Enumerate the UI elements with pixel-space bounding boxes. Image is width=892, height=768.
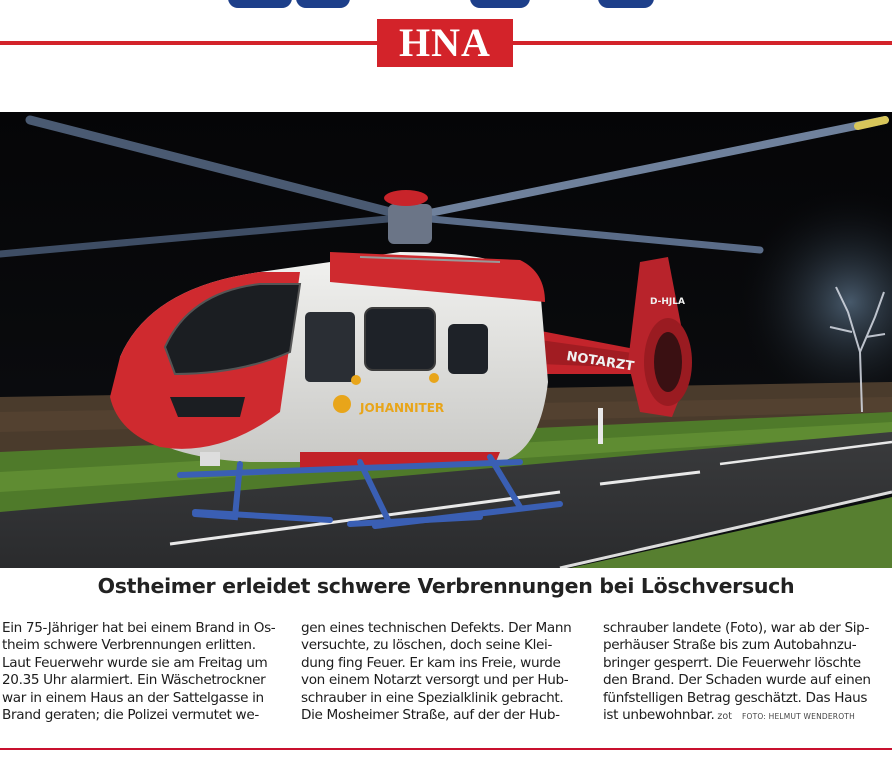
column-line: schrauber landete (Foto), war ab der Sip- bbox=[603, 620, 870, 636]
helicopter-photo bbox=[0, 112, 892, 568]
article-column-2 bbox=[301, 620, 583, 724]
masthead-title-fragment bbox=[0, 0, 892, 10]
bottom-rule bbox=[0, 748, 892, 750]
article-column-3 bbox=[603, 620, 891, 725]
column-line: schrauber in eine Spezialklinik gebracht. bbox=[301, 689, 564, 706]
column-line: Laut Feuerwehr wurde sie am Freitag um bbox=[2, 654, 268, 671]
column-line: Die Mosheimer Straße, auf der der Hub- bbox=[301, 707, 560, 724]
helicopter-side-marking: JOHANNITER bbox=[360, 401, 445, 415]
author-signature: zot bbox=[717, 711, 732, 723]
column-line: fünfstelligen Betrag geschätzt. Das Haus bbox=[603, 689, 868, 706]
article-headline: Ostheimer erleidet schwere Verbrennungen bei Löschversuch bbox=[97, 574, 795, 598]
column-line: bringer gesperrt. Die Feuerwehr löschte bbox=[603, 654, 861, 671]
column-last-line bbox=[603, 707, 891, 725]
column-line: versuchte, zu löschen, doch seine Klei- bbox=[301, 637, 553, 654]
article-column-1 bbox=[2, 620, 284, 724]
column-line: theim schwere Verbrennungen erlitten. bbox=[2, 637, 256, 654]
column-line: perhäuser Straße bis zum Autobahnzu- bbox=[603, 637, 857, 654]
column-line: ist unbewohnbar. bbox=[603, 707, 715, 724]
column-line: von einem Notarzt versorgt und per Hub- bbox=[301, 672, 569, 689]
masthead-rule-left bbox=[0, 41, 380, 45]
helicopter-tail-marking: NOTARZT bbox=[565, 349, 636, 375]
logo-text: HNA bbox=[399, 20, 491, 65]
hna-logo bbox=[377, 19, 513, 67]
column-line: Brand geraten; die Polizei vermutet we- bbox=[2, 707, 259, 724]
photo-credit: FOTO: HELMUT WENDEROTH bbox=[741, 712, 855, 722]
masthead-rule-right bbox=[510, 41, 892, 45]
column-line: war in einem Haus an der Sattelgasse in bbox=[2, 689, 264, 706]
column-line: 20.35 Uhr alarmiert. Ein Wäschetrockner bbox=[2, 672, 266, 689]
column-line: Ein 75-Jähriger hat bei einem Brand in Os- bbox=[2, 620, 276, 636]
column-line: dung fing Feuer. Er kam ins Freie, wurde bbox=[301, 654, 561, 671]
helicopter-registration: D-HJLA bbox=[650, 297, 685, 307]
column-line: gen eines technischen Defekts. Der Mann bbox=[301, 620, 572, 636]
column-line: den Brand. Der Schaden wurde auf einen bbox=[603, 672, 871, 689]
